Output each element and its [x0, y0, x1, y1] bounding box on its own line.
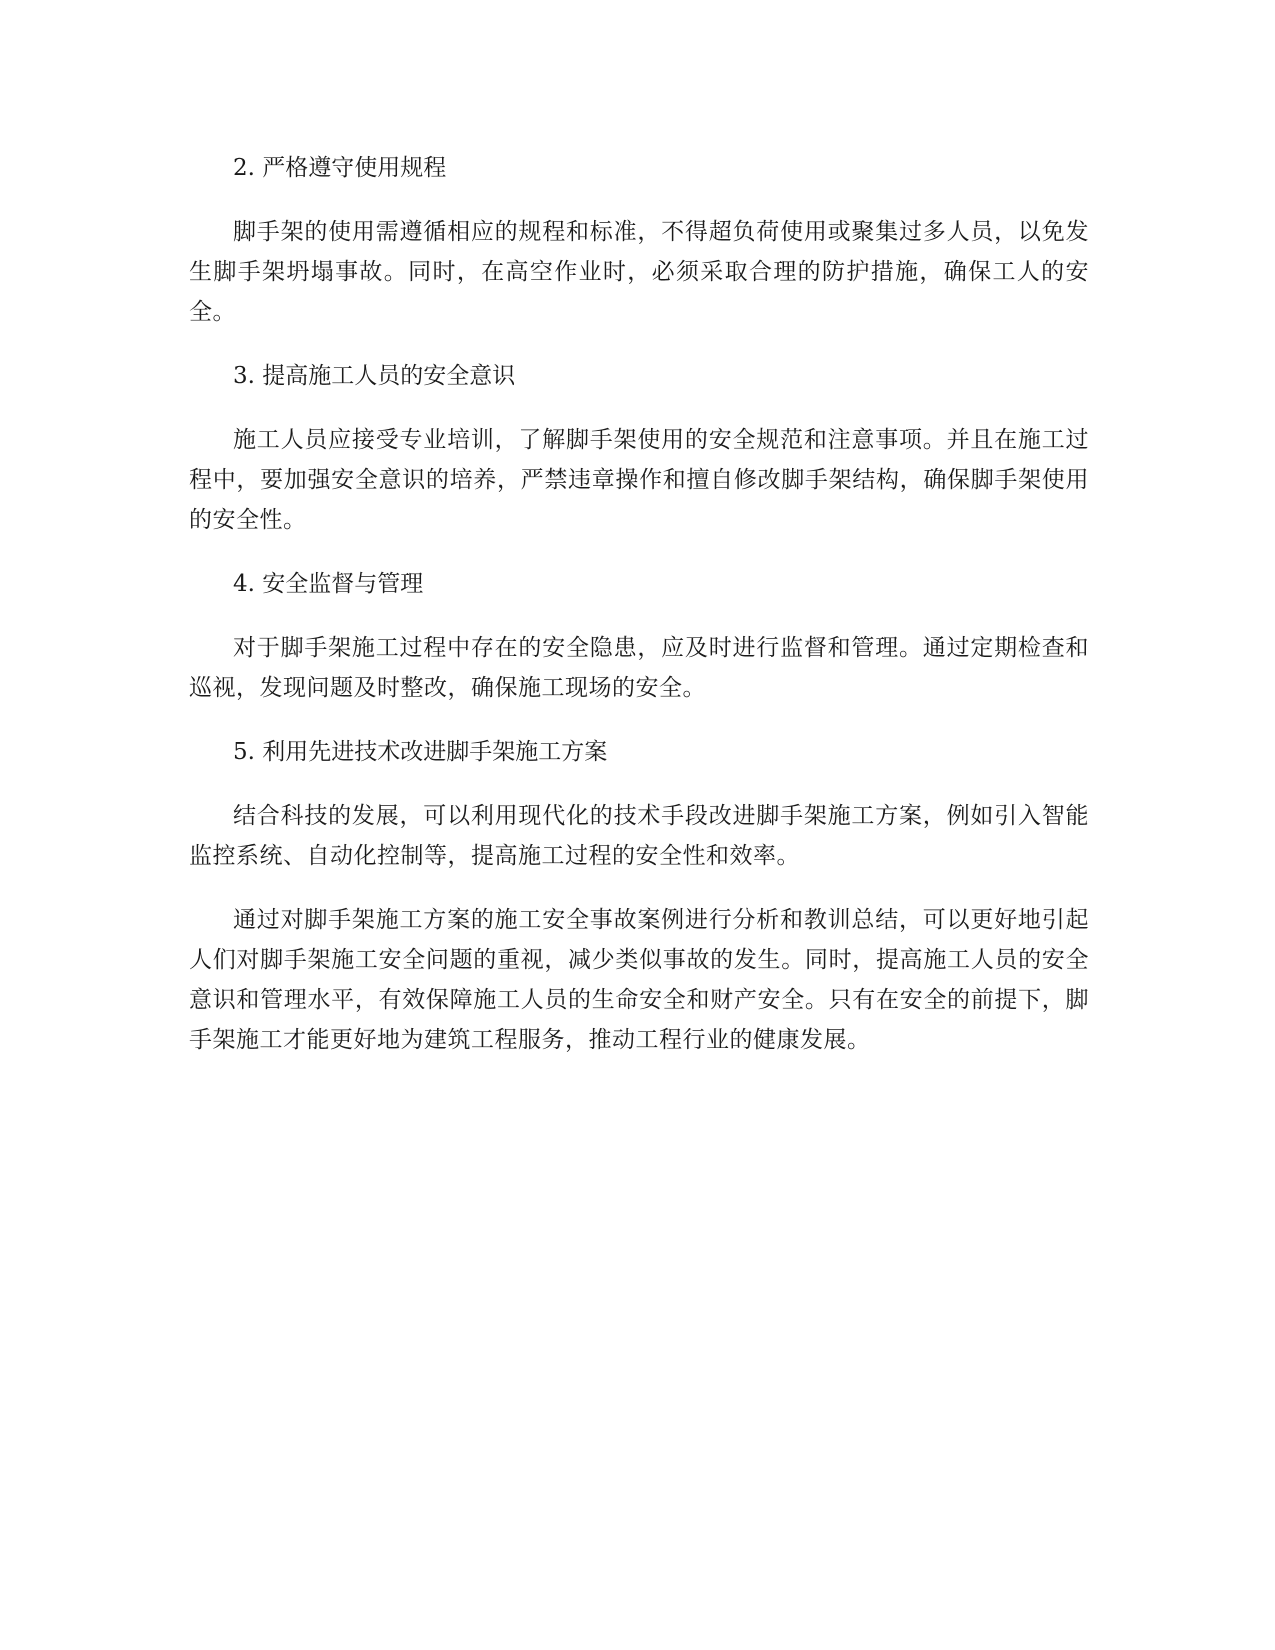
section-heading-2: 2. 严格遵守使用规程	[233, 155, 447, 181]
section-body-4: 对于脚手架施工过程中存在的安全隐患，应及时进行监督和管理。通过定期检查和巡视，发现问题及时整改，确保施工现场的安全。	[189, 635, 1089, 701]
conclusion-paragraph: 通过对脚手架施工方案的施工安全事故案例进行分析和教训总结，可以更好地引起人们对脚手架施工安全问题的重视，减少类似事故的发生。同时，提高施工人员的安全意识和管理水平，有效保障施工人员的生命安全和财产安全。只有在安全的前提下，脚手架施工才能更好地为建筑工程服务，推动工程行业的健康发展。	[189, 907, 1089, 1053]
document-page	[189, 148, 1089, 1084]
section-body-3: 施工人员应接受专业培训，了解脚手架使用的安全规范和注意事项。并且在施工过程中，要加强安全意识的培养，严禁违章操作和擅自修改脚手架结构，确保脚手架使用的安全性。	[189, 427, 1089, 533]
section-body-2: 脚手架的使用需遵循相应的规程和标准，不得超负荷使用或聚集过多人员，以免发生脚手架坍塌事故。同时，在高空作业时，必须采取合理的防护措施，确保工人的安全。	[189, 219, 1089, 325]
section-heading-5: 5. 利用先进技术改进脚手架施工方案	[233, 739, 608, 765]
section-body-5: 结合科技的发展，可以利用现代化的技术手段改进脚手架施工方案，例如引入智能监控系统、自动化控制等，提高施工过程的安全性和效率。	[189, 803, 1089, 869]
section-heading-3: 3. 提高施工人员的安全意识	[233, 363, 516, 389]
section-heading-4: 4. 安全监督与管理	[233, 571, 424, 597]
